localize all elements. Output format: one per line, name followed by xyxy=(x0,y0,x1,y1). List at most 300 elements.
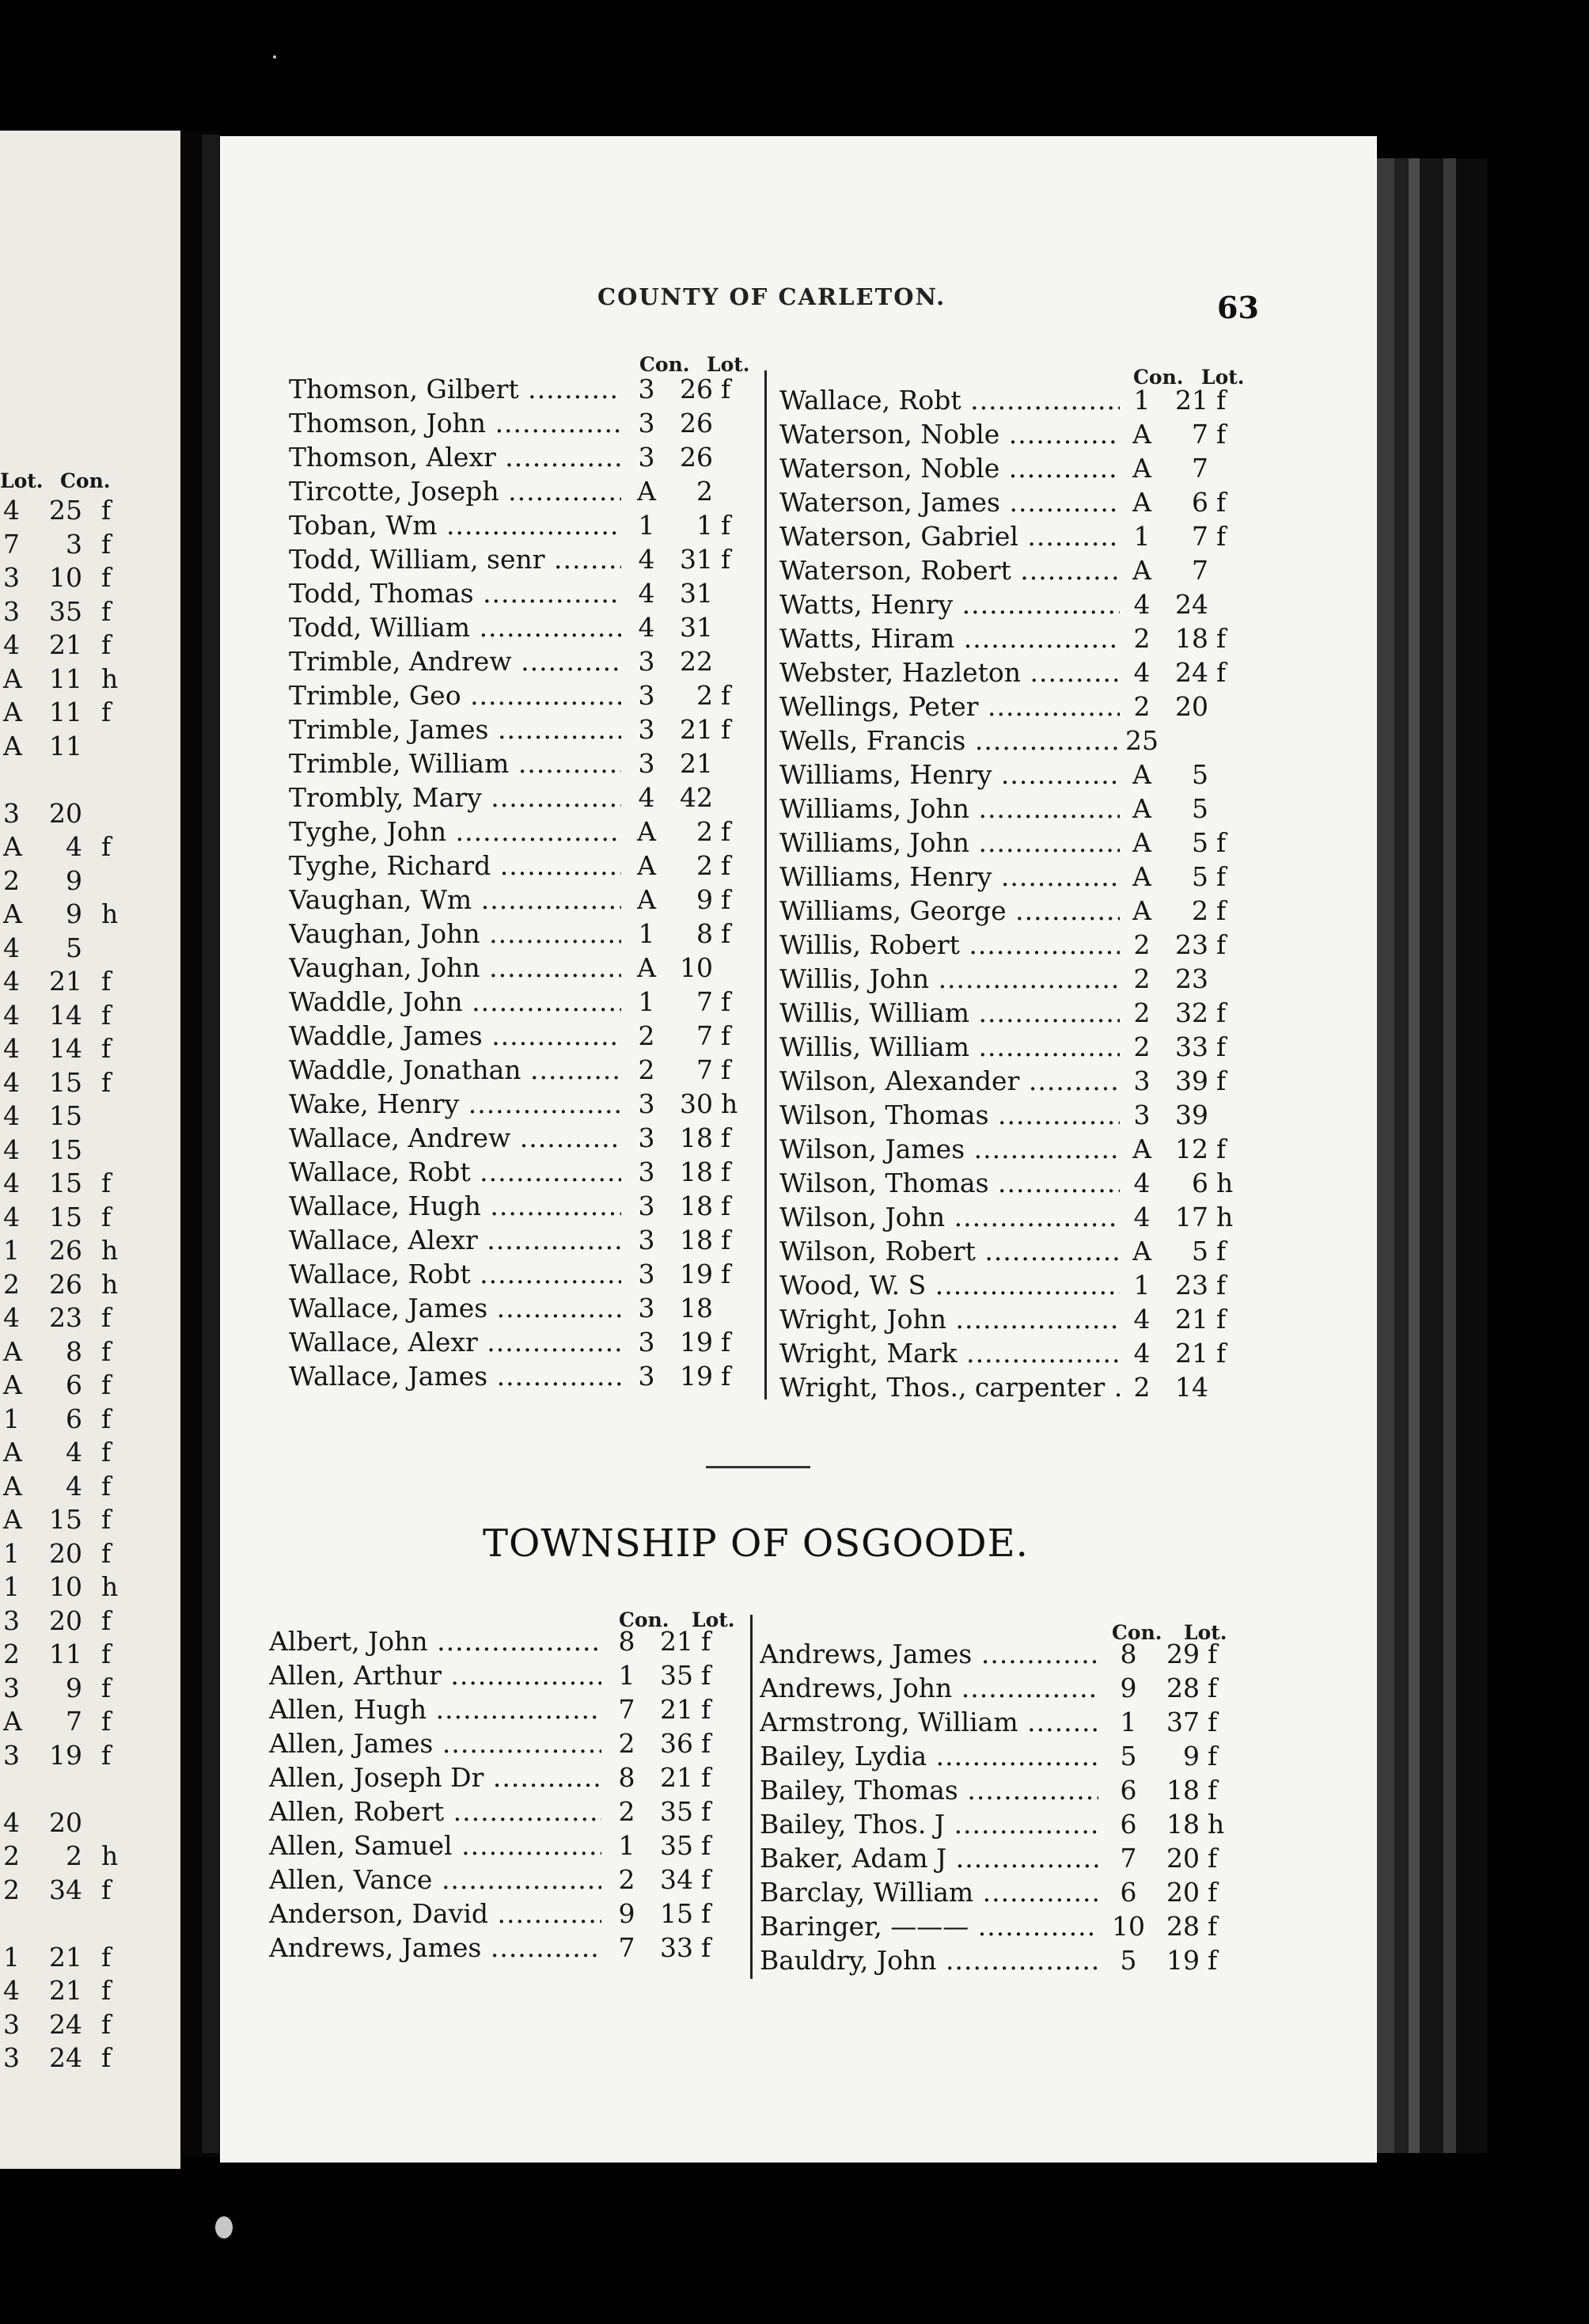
entry-lot: 21 xyxy=(660,1762,693,1793)
entry-lot: 18 xyxy=(1166,1775,1200,1806)
entry-lot: 31 xyxy=(680,544,713,575)
left-page-lot: A xyxy=(3,697,22,727)
entry-tenure: f xyxy=(701,1898,711,1929)
entry-lot: 18 xyxy=(680,1293,713,1323)
entry-name: Barclay, William ..... xyxy=(760,1875,1098,1909)
entry-tenure: f xyxy=(721,816,731,847)
entry-con: 1 xyxy=(638,510,655,541)
gutter-shadow xyxy=(202,135,219,2153)
entry-con: 3 xyxy=(638,1156,655,1187)
entry-lot: 35 xyxy=(660,1830,693,1861)
left-page-lot: 3 xyxy=(3,1672,20,1703)
entry-name: Williams, Henry ..... xyxy=(779,758,1120,792)
page-edge xyxy=(1420,158,1443,2153)
left-page-con: 20 xyxy=(49,1806,82,1838)
entry-lot: 2 xyxy=(696,476,713,507)
entry-lot: 19 xyxy=(1166,1945,1200,1976)
left-page-tenure: f xyxy=(101,1369,112,1400)
entry-name: Wright, Mark ..... xyxy=(779,1336,1120,1370)
entry-tenure: f xyxy=(1208,1945,1218,1976)
entry-name: Thomson, Alexr ..... xyxy=(289,440,621,474)
entry-name: Willis, William ..... xyxy=(779,1030,1120,1064)
entry-name: Wallace, Robt ..... xyxy=(779,383,1120,417)
left-page-con: 21 xyxy=(49,629,82,660)
entry-name: Allen, Vance ..... xyxy=(269,1863,601,1897)
entry-tenure: f xyxy=(1208,1911,1218,1942)
entry-lot: 42 xyxy=(680,782,713,813)
entry-lot: 7 xyxy=(696,1054,713,1085)
entry-name: Allen, James ..... xyxy=(269,1726,601,1760)
left-page-lot: 4 xyxy=(3,1201,20,1232)
entry-lot: 9 xyxy=(1183,1741,1200,1771)
left-page-con: 11 xyxy=(49,697,82,727)
entry-lot: 19 xyxy=(680,1327,713,1358)
entry-tenure: f xyxy=(721,1361,731,1392)
left-page-con: 14 xyxy=(49,999,82,1031)
entry-con: 6 xyxy=(1120,1775,1137,1806)
left-page-tenure: f xyxy=(101,1335,112,1367)
left-page-tenure: f xyxy=(101,1739,112,1771)
entry-name: Willis, John ..... xyxy=(779,962,1120,996)
left-page-lot: 1 xyxy=(3,1571,20,1602)
left-page-lot: 3 xyxy=(3,2042,20,2073)
left-page-con: 15 xyxy=(49,1201,82,1232)
carleton-left-lot-header: Lot. xyxy=(707,353,750,376)
entry-tenure: f xyxy=(1216,1065,1227,1096)
entry-tenure: f xyxy=(721,918,731,949)
entry-name: Wake, Henry ..... xyxy=(289,1087,621,1121)
entry-tenure: f xyxy=(721,1156,731,1187)
entry-con: 4 xyxy=(1133,1338,1151,1369)
entry-name: Waterson, Noble ..... xyxy=(779,451,1120,485)
entry-lot: 21 xyxy=(1175,1304,1208,1335)
entry-con: 1 xyxy=(618,1660,635,1691)
entry-con: 4 xyxy=(1133,589,1151,620)
left-page-lot: 4 xyxy=(3,1134,20,1165)
left-page-tenure: f xyxy=(101,1403,112,1434)
entry-con: 2 xyxy=(638,1020,655,1051)
entry-lot: 26 xyxy=(680,374,713,404)
entry-name: Albert, John ..... xyxy=(269,1624,601,1658)
entry-con: 3 xyxy=(638,1122,655,1153)
entry-name: Baringer, ——— ..... xyxy=(760,1909,1098,1943)
entry-con: A xyxy=(1132,827,1151,858)
left-page-lot: 3 xyxy=(3,2008,20,2040)
left-page-tenure: f xyxy=(101,1033,112,1064)
left-page-lot: 4 xyxy=(3,1302,20,1333)
entry-con: A xyxy=(1132,453,1151,484)
left-page-con: 3 xyxy=(66,528,82,560)
entry-con: A xyxy=(1132,419,1151,450)
entry-lot: 24 xyxy=(1175,657,1208,688)
entry-tenure: f xyxy=(1208,1775,1218,1806)
entry-con: 4 xyxy=(638,544,655,575)
entry-tenure: f xyxy=(1216,521,1227,552)
entry-name: Williams, John ..... xyxy=(779,792,1120,826)
left-page-con: 11 xyxy=(49,663,82,694)
entry-lot: 32 xyxy=(1175,997,1208,1028)
left-page-con: 7 xyxy=(66,1706,82,1737)
entry-tenure: f xyxy=(1216,929,1227,960)
page-edge xyxy=(1409,158,1420,2153)
entry-con: 6 xyxy=(1120,1877,1137,1908)
entry-lot: 37 xyxy=(1166,1707,1200,1737)
entry-tenure: f xyxy=(721,1122,731,1153)
entry-tenure: f xyxy=(1216,1236,1227,1266)
entry-lot: 39 xyxy=(1175,1065,1208,1096)
entry-name: Armstrong, William ..... xyxy=(760,1705,1098,1739)
entry-con: 3 xyxy=(638,748,655,779)
entry-con: 3 xyxy=(638,1361,655,1392)
left-page-con: 14 xyxy=(49,1033,82,1064)
running-head: COUNTY OF CARLETON. xyxy=(597,283,946,310)
entry-tenure: f xyxy=(1216,1134,1227,1164)
entry-name: Webster, Hazleton ..... xyxy=(779,655,1120,689)
left-page-lot: 1 xyxy=(3,1941,20,1973)
left-page-lot-header: Lot. xyxy=(0,469,44,492)
left-page-con: 20 xyxy=(49,797,82,829)
left-page-lot: 1 xyxy=(3,1235,20,1266)
left-page-lot: 4 xyxy=(3,1975,20,2006)
left-page-con: 6 xyxy=(66,1369,82,1400)
entry-tenure: f xyxy=(1216,623,1227,654)
entry-con: 3 xyxy=(638,1293,655,1323)
left-page-tenure: f xyxy=(101,999,112,1031)
entry-lot: 18 xyxy=(680,1156,713,1187)
entry-con: 3 xyxy=(1133,1099,1151,1130)
left-page-tenure: f xyxy=(101,1504,112,1535)
left-page-con: 23 xyxy=(49,1302,82,1333)
entry-con: 4 xyxy=(1133,1304,1151,1335)
left-page-tenure: h xyxy=(101,1268,119,1300)
entry-name: Watts, Hiram ..... xyxy=(779,621,1120,655)
entry-con: 8 xyxy=(1120,1639,1137,1669)
entry-tenure: f xyxy=(721,884,731,915)
page-number: 63 xyxy=(1217,290,1259,325)
entry-con: A xyxy=(1132,895,1151,926)
entry-tenure: f xyxy=(1208,1843,1218,1874)
entry-lot: 33 xyxy=(660,1932,693,1963)
entry-tenure: f xyxy=(1216,1270,1227,1301)
entry-con: 5 xyxy=(1120,1945,1137,1976)
left-page-tenure: f xyxy=(101,629,112,660)
left-page-tenure: f xyxy=(101,1604,112,1636)
left-page-lot: A xyxy=(3,831,22,862)
entry-lot: 31 xyxy=(680,612,713,643)
entry-con: A xyxy=(1132,793,1151,824)
entry-tenure: f xyxy=(1216,419,1227,450)
entry-name: Wellings, Peter ..... xyxy=(779,689,1120,723)
entry-tenure: h xyxy=(721,1088,738,1119)
entry-lot: 7 xyxy=(696,1020,713,1051)
entry-con: 3 xyxy=(1133,1065,1151,1096)
entry-con: 4 xyxy=(638,612,655,643)
entry-tenure: f xyxy=(1208,1741,1218,1771)
entry-lot: 18 xyxy=(680,1225,713,1255)
entry-con: 10 xyxy=(1112,1911,1145,1942)
entry-tenure: f xyxy=(721,544,731,575)
entry-tenure: f xyxy=(701,1728,711,1759)
entry-lot: 12 xyxy=(1175,1134,1208,1164)
entry-con: 2 xyxy=(1133,623,1151,654)
entry-con: A xyxy=(1132,487,1151,518)
entry-con: 3 xyxy=(638,1225,655,1255)
left-page-con: 5 xyxy=(66,932,82,963)
left-page-tenure: h xyxy=(101,1840,119,1871)
entry-lot: 23 xyxy=(1175,1270,1208,1301)
entry-tenure: h xyxy=(1216,1202,1234,1232)
entry-con: 2 xyxy=(1133,1031,1151,1062)
entry-name: Wallace, James ..... xyxy=(289,1291,621,1325)
entry-lot: 5 xyxy=(1192,861,1208,892)
left-page-con: 9 xyxy=(66,898,82,929)
entry-name: Waterson, Robert ..... xyxy=(779,553,1120,587)
entry-con: 3 xyxy=(638,1327,655,1358)
entry-tenure: f xyxy=(1216,895,1227,926)
entry-name: Trombly, Mary ..... xyxy=(289,780,621,815)
osgoode-column-divider xyxy=(750,1615,753,1979)
entry-con: 3 xyxy=(638,646,655,677)
left-page-lot: A xyxy=(3,1369,22,1400)
left-page-tenure: f xyxy=(101,1941,112,1973)
left-page-con: 9 xyxy=(66,864,82,896)
entry-name: Waterson, James ..... xyxy=(779,485,1120,519)
osgoode-left-lot-header: Lot. xyxy=(692,1608,735,1631)
entry-tenure: f xyxy=(701,1626,711,1657)
entry-con: A xyxy=(1132,861,1151,892)
entry-lot: 5 xyxy=(1192,827,1208,858)
left-page-lot: 1 xyxy=(3,1403,20,1434)
entry-name: Trimble, Geo ..... xyxy=(289,678,621,712)
entry-name: Wells, Francis ..... xyxy=(779,723,1120,758)
left-page-con: 26 xyxy=(49,1235,82,1266)
left-page-con: 10 xyxy=(49,1571,82,1602)
column-divider xyxy=(764,370,767,1399)
entry-con: 9 xyxy=(1120,1673,1137,1703)
left-page-con: 19 xyxy=(49,1739,82,1771)
left-page-tenure: f xyxy=(101,1168,112,1198)
entry-con: 4 xyxy=(638,578,655,609)
left-page-lot: 7 xyxy=(3,528,20,560)
left-page-lot: 2 xyxy=(3,1840,20,1871)
entry-name: Todd, William ..... xyxy=(289,610,621,644)
left-page-con: 21 xyxy=(49,1941,82,1973)
entry-name: Bailey, Lydia ..... xyxy=(760,1739,1098,1773)
entry-lot: 1 xyxy=(696,510,713,541)
left-page-tenure: f xyxy=(101,1201,112,1232)
entry-con: 3 xyxy=(638,408,655,439)
left-page-tenure: f xyxy=(101,1537,112,1569)
entry-name: Vaughan, Wm ..... xyxy=(289,883,621,917)
entry-lot: 23 xyxy=(1175,963,1208,994)
left-page-lot: A xyxy=(3,1706,22,1737)
left-page-lot: A xyxy=(3,1335,22,1367)
entry-con: 3 xyxy=(638,1190,655,1221)
entry-con: 1 xyxy=(1133,385,1151,416)
entry-lot: 30 xyxy=(680,1088,713,1119)
left-page-con: 21 xyxy=(49,1975,82,2006)
entry-con: 6 xyxy=(1120,1809,1137,1840)
entry-con: 2 xyxy=(1133,997,1151,1028)
entry-lot: 15 xyxy=(660,1898,693,1929)
entry-lot: 7 xyxy=(1192,555,1208,586)
left-page-lot: 4 xyxy=(3,932,20,963)
entry-lot: 28 xyxy=(1166,1673,1200,1703)
entry-con: 2 xyxy=(1133,1372,1151,1403)
left-page-lot: 2 xyxy=(3,1268,20,1300)
left-page-con: 15 xyxy=(49,1168,82,1198)
entry-con: 4 xyxy=(1133,1168,1151,1198)
entry-lot: 2 xyxy=(696,816,713,847)
osgoode-left-con-header: Con. xyxy=(619,1608,669,1631)
left-page-lot: A xyxy=(3,730,22,761)
entry-con: A xyxy=(1132,1134,1151,1164)
left-page-tenure: f xyxy=(101,1437,112,1468)
entry-tenure: f xyxy=(721,714,731,745)
left-page-tenure: f xyxy=(101,2042,112,2073)
entry-lot: 20 xyxy=(1175,691,1208,722)
entry-con: A xyxy=(1132,1236,1151,1266)
entry-name: Trimble, Andrew ..... xyxy=(289,644,621,678)
entry-lot: 21 xyxy=(660,1694,693,1725)
page-edge xyxy=(1377,158,1394,2153)
entry-tenure: f xyxy=(721,1259,731,1289)
entry-con: 4 xyxy=(1133,657,1151,688)
entry-tenure: f xyxy=(1208,1673,1218,1703)
entry-con: 3 xyxy=(638,1259,655,1289)
entry-name: Wood, W. S ..... xyxy=(779,1268,1120,1302)
entry-lot: 21 xyxy=(660,1626,693,1657)
entry-name: Allen, Robert ..... xyxy=(269,1794,601,1828)
entry-name: Bauldry, John ..... xyxy=(760,1943,1098,1977)
entry-con: 2 xyxy=(638,1054,655,1085)
left-page-tenure: f xyxy=(101,528,112,560)
left-page-con: 11 xyxy=(49,730,82,761)
left-page-tenure: h xyxy=(101,898,119,929)
entry-name: Allen, Samuel ..... xyxy=(269,1828,601,1863)
entry-lot: 20 xyxy=(1166,1877,1200,1908)
entry-con: A xyxy=(637,850,656,881)
entry-tenure: f xyxy=(721,1190,731,1221)
entry-tenure: f xyxy=(701,1660,711,1691)
entry-con: 3 xyxy=(638,374,655,404)
entry-con: 1 xyxy=(1120,1707,1137,1737)
entry-tenure: f xyxy=(1216,997,1227,1028)
entry-name: Baker, Adam J ..... xyxy=(760,1841,1098,1875)
entry-name: Thomson, John ..... xyxy=(289,406,621,440)
entry-name: Wilson, Thomas ..... xyxy=(779,1098,1120,1132)
film-speck xyxy=(273,55,276,59)
entry-con: 1 xyxy=(638,986,655,1017)
entry-lot: 20 xyxy=(1166,1843,1200,1874)
entry-con: 1 xyxy=(1133,1270,1151,1301)
entry-con: A xyxy=(637,816,656,847)
left-page-con: 4 xyxy=(66,1470,82,1502)
left-page-con: 6 xyxy=(66,1403,82,1434)
entry-con: 2 xyxy=(618,1728,635,1759)
entry-name: Andrews, James ..... xyxy=(760,1637,1098,1671)
entry-name: Wilson, James ..... xyxy=(779,1132,1120,1166)
entry-tenure: f xyxy=(1216,657,1227,688)
entry-tenure: f xyxy=(721,1054,731,1085)
entry-name: Willis, Robert ..... xyxy=(779,928,1120,962)
left-page-tenure: f xyxy=(101,1706,112,1737)
entry-lot: 22 xyxy=(680,646,713,677)
entry-lot: 18 xyxy=(1175,623,1208,654)
entry-lot: 7 xyxy=(1192,453,1208,484)
entry-name: Trimble, William ..... xyxy=(289,746,621,780)
entry-lot: 31 xyxy=(680,578,713,609)
entry-tenure: f xyxy=(701,1932,711,1963)
entry-lot: 26 xyxy=(680,442,713,473)
entry-name: Waddle, John ..... xyxy=(289,985,621,1019)
entry-lot: 7 xyxy=(696,986,713,1017)
left-page-tenure: f xyxy=(101,1066,112,1098)
entry-lot: 21 xyxy=(680,748,713,779)
entry-tenure: f xyxy=(1208,1707,1218,1737)
entry-tenure: f xyxy=(1216,385,1227,416)
left-page-tenure: h xyxy=(101,663,119,694)
entry-lot: 19 xyxy=(680,1361,713,1392)
left-page-con: 2 xyxy=(66,1840,82,1871)
left-page-lot: 3 xyxy=(3,595,20,627)
entry-con: 8 xyxy=(618,1626,635,1657)
entry-lot: 21 xyxy=(1175,385,1208,416)
entry-lot: 18 xyxy=(680,1190,713,1221)
left-page-lot: 2 xyxy=(3,1874,20,1905)
entry-name: Vaughan, John ..... xyxy=(289,917,621,951)
entry-lot: 5 xyxy=(1192,793,1208,824)
entry-name: Wilson, John ..... xyxy=(779,1200,1120,1234)
entry-lot: 6 xyxy=(1192,487,1208,518)
entry-lot: 23 xyxy=(1175,929,1208,960)
left-page-con: 4 xyxy=(66,831,82,862)
left-page-con: 15 xyxy=(49,1100,82,1131)
left-page-lot: 4 xyxy=(3,999,20,1031)
entry-con: 2 xyxy=(1133,929,1151,960)
left-page-lot: 2 xyxy=(3,864,20,896)
left-facing-page xyxy=(0,131,180,2169)
entry-name: Wallace, James ..... xyxy=(289,1359,621,1393)
entry-lot: 9 xyxy=(696,884,713,915)
entry-lot: 5 xyxy=(1192,1236,1208,1266)
left-page-lot: A xyxy=(3,898,22,929)
entry-lot: 24 xyxy=(1175,589,1208,620)
entry-tenure: f xyxy=(721,1225,731,1255)
entry-name: Allen, Hugh ..... xyxy=(269,1692,601,1726)
entry-lot: 35 xyxy=(660,1660,693,1691)
left-page-con: 10 xyxy=(49,562,82,593)
entry-con: 3 xyxy=(638,680,655,711)
entry-con: 25 xyxy=(1125,725,1159,756)
entry-name: Allen, Arthur ..... xyxy=(269,1658,601,1692)
left-page-tenure: f xyxy=(101,1302,112,1333)
entry-lot: 5 xyxy=(1192,759,1208,790)
entry-name: Williams, George ..... xyxy=(779,894,1120,928)
entry-name: Wright, Thos., carpenter ..... xyxy=(779,1370,1120,1404)
left-page-con: 9 xyxy=(66,1672,82,1703)
entry-con: 7 xyxy=(1120,1843,1137,1874)
entry-tenure: f xyxy=(721,986,731,1017)
entry-con: 1 xyxy=(618,1830,635,1861)
left-page-tenure: f xyxy=(101,831,112,862)
left-page-con: 26 xyxy=(49,1268,82,1300)
osgoode-right-lot-header: Lot. xyxy=(1184,1621,1227,1644)
entry-tenure: h xyxy=(1208,1809,1225,1840)
entry-lot: 8 xyxy=(696,918,713,949)
entry-con: 9 xyxy=(618,1898,635,1929)
entry-tenure: f xyxy=(701,1762,711,1793)
